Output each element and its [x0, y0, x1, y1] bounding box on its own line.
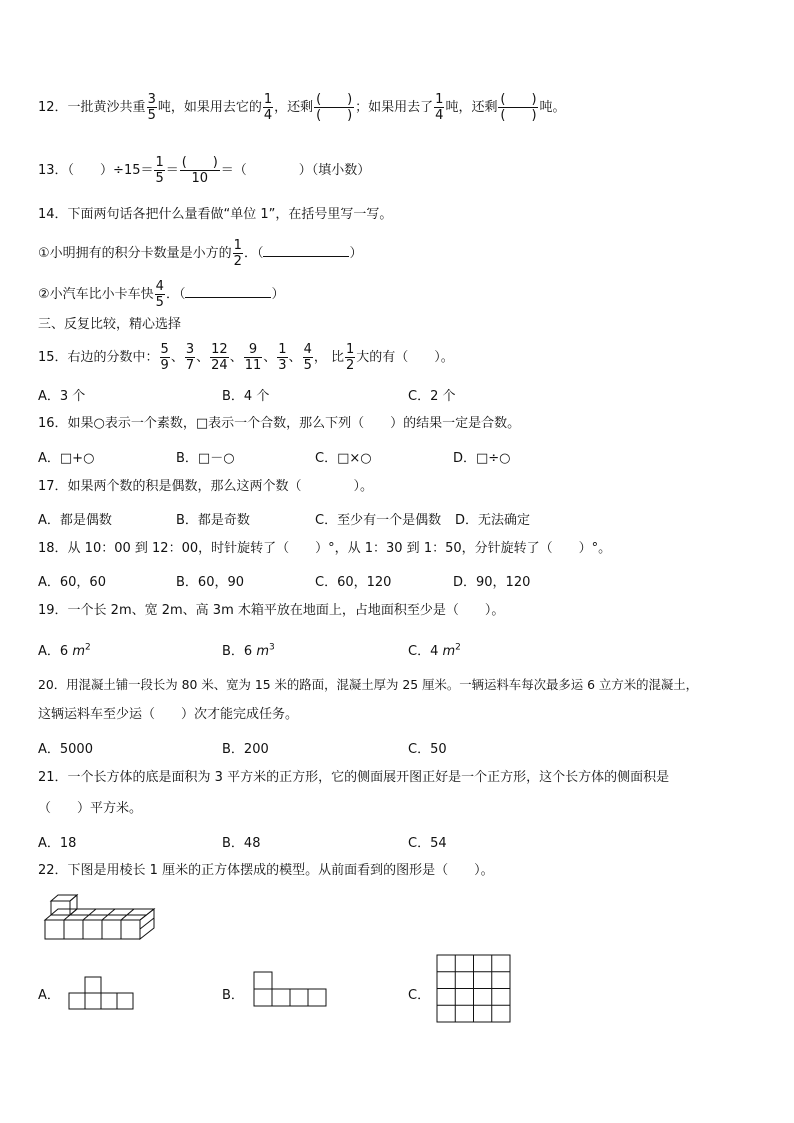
q15-f1-num: 5 — [160, 342, 169, 357]
q14-sentence-1 — [38, 238, 362, 269]
question-18: 18．从 10：00 到 12：00，时针旋转了（ ）°，从 1：30 到 1：50，分针旋转了（ ）°。 — [38, 541, 612, 556]
q17-option-c[interactable]: C．至少有一个是偶数 — [315, 513, 442, 528]
q15-f3-den: 24 — [211, 358, 228, 373]
q13-blank-fraction — [180, 155, 220, 186]
q14-s1-text: ①小明拥有的积分卡数量是小方的 — [38, 246, 232, 261]
q22-option-b-figure — [252, 970, 328, 1008]
q22-option-a[interactable]: A． — [38, 988, 60, 1003]
q16-option-a[interactable]: A．□+○ — [38, 451, 95, 466]
q19-c-exp: 2 — [455, 642, 461, 653]
q13-text-2: ＝（ ）（填小数） — [220, 163, 371, 178]
q12-blank-fraction-1 — [314, 92, 354, 123]
q15-f5-num: 1 — [278, 342, 287, 357]
q12-f1-den: 5 — [147, 108, 156, 123]
q12-fraction-1 — [147, 92, 157, 123]
q15-sep: 、 — [170, 350, 184, 365]
q18-option-c[interactable]: C．60，120 — [315, 575, 392, 590]
q12-number: 12． — [38, 100, 68, 115]
q12-b2-num: ( ) — [500, 92, 537, 107]
q12-blank-fraction-2 — [498, 92, 538, 123]
question-17: 17．如果两个数的积是偶数，那么这两个数（ ）。 — [38, 479, 374, 494]
q15-f2-num: 3 — [185, 342, 195, 357]
q13-f1-den: 5 — [155, 171, 164, 186]
q19-a-unit: m — [72, 644, 85, 659]
q14-s2-paren-close: ） — [271, 287, 285, 302]
question-14: 14．下面两句话各把什么量看做“单位 1”，在括号里写一写。 — [38, 207, 393, 222]
q17-option-a[interactable]: A．都是偶数 — [38, 513, 112, 528]
q12-f2-num: 1 — [263, 92, 273, 107]
q18-option-d[interactable]: D．90，120 — [453, 575, 531, 590]
q14-s1-answer-line[interactable] — [263, 244, 349, 257]
q19-c-unit: m — [442, 644, 456, 659]
q12-f3-num: 1 — [435, 92, 444, 107]
q14-s2-num: 4 — [155, 279, 164, 294]
q15-sep: 、 — [196, 350, 210, 365]
q14-s1-paren-close: ） — [349, 246, 363, 261]
question-20-line-1: 20．用混凝土铺一段长为 80 米、宽为 15 米的路面，混凝土厚为 25 厘米。一辆运料车每次最多运 6 立方米的混凝土， — [38, 677, 699, 692]
q17-option-b[interactable]: B．都是奇数 — [176, 513, 250, 528]
q20-option-a[interactable]: A．5000 — [38, 742, 93, 757]
q12-text-6: 吨。 — [539, 100, 566, 115]
q19-b-exp: 3 — [269, 642, 275, 653]
question-21-line-1: 21．一个长方体的底是面积为 3 平方米的正方形，它的侧面展开图正好是一个正方形，这个长方体的侧面积是 — [38, 770, 670, 785]
q20-option-c[interactable]: C．50 — [408, 742, 447, 757]
q14-s1-den: 2 — [233, 254, 242, 269]
q12-fraction-2 — [263, 92, 273, 123]
q15-fraction-5 — [277, 342, 287, 373]
q14-s2-fraction — [155, 279, 165, 310]
q17-option-d[interactable]: D．无法确定 — [455, 513, 531, 528]
q21-option-a[interactable]: A．18 — [38, 836, 77, 851]
q15-text-1: 15．右边的分数中： — [38, 350, 159, 365]
question-21-line-2: （ ）平方米。 — [38, 801, 143, 816]
q15-sep: 、 — [288, 350, 302, 365]
q16-option-d[interactable]: D．□÷○ — [453, 451, 511, 466]
q19-option-a[interactable] — [38, 640, 91, 659]
q15-fraction-1 — [160, 342, 170, 373]
q15-f4-num: 9 — [248, 342, 258, 357]
q13-b-num: ( ) — [181, 155, 218, 170]
q19-c-label: C．4 — [408, 644, 439, 659]
question-22: 22．下图是用棱长 1 厘米的正方体摆成的模型。从前面看到的图形是（ ）。 — [38, 863, 494, 878]
q12-text-3: ，还剩 — [274, 100, 314, 115]
q13-f1-num: 1 — [155, 155, 164, 170]
q15-option-c[interactable]: C．2 个 — [408, 389, 456, 404]
q13-b-den: 10 — [180, 170, 220, 186]
q15-f6-den: 5 — [303, 358, 312, 373]
q12-text-4: ；如果用去了 — [355, 100, 434, 115]
q15-fraction-4 — [244, 342, 263, 373]
q15-fraction-3 — [210, 342, 229, 373]
q12-text-2: 吨，如果用去它的 — [157, 100, 262, 115]
q14-sentence-2 — [38, 279, 284, 310]
q12-text-1: 一批黄沙共重 — [67, 100, 146, 115]
q22-option-a-figure — [68, 975, 134, 1011]
q15-sep: 、 — [229, 350, 243, 365]
question-20-line-2: 这辆运料车至少运（ ）次才能完成任务。 — [38, 707, 299, 722]
q19-a-exp: 2 — [84, 642, 91, 653]
question-15 — [38, 342, 454, 373]
question-19: 19．一个长 2m、宽 2m、高 3m 木箱平放在地面上，占地面积至少是（ ）。 — [38, 603, 505, 618]
q15-option-b[interactable]: B．4 个 — [222, 389, 270, 404]
question-12 — [38, 92, 565, 123]
q13-text-1: （ ）÷15＝ — [67, 163, 154, 178]
q14-s1-num: 1 — [233, 238, 242, 253]
q15-f5-den: 3 — [278, 358, 287, 373]
cube-model-figure — [40, 893, 160, 943]
q15-fraction-2 — [185, 342, 195, 373]
q12-f1-num: 3 — [147, 92, 156, 107]
q12-b1-num: ( ) — [316, 92, 353, 107]
q12-b2-den: ( ) — [500, 108, 537, 123]
question-16: 16．如果○表示一个素数，□表示一个合数，那么下列（ ）的结果一定是合数。 — [38, 416, 521, 431]
q15-sep: 、 — [263, 350, 277, 365]
q15-text-3: 大的有（ ）。 — [356, 350, 454, 365]
q13-fraction-1 — [154, 155, 164, 186]
q12-b1-den: ( ) — [316, 108, 353, 123]
q15-f4-den: 11 — [244, 358, 262, 373]
q15-c-den: 2 — [345, 358, 355, 373]
q12-f2-den: 4 — [263, 108, 273, 123]
q19-b-label: B．6 — [222, 644, 253, 659]
q22-option-c[interactable]: C． — [408, 988, 431, 1003]
q22-option-c-figure — [436, 954, 512, 1024]
q18-option-a[interactable]: A．60，60 — [38, 575, 106, 590]
section-3-heading: 三、反复比较，精心选择 — [38, 317, 182, 332]
q16-option-c[interactable]: C．□×○ — [315, 451, 372, 466]
q19-b-unit: m — [256, 644, 270, 659]
q19-option-b[interactable] — [222, 640, 275, 659]
q20-option-b[interactable]: B．200 — [222, 742, 269, 757]
q13-equals: ＝ — [165, 163, 179, 178]
q12-fraction-3 — [434, 92, 444, 123]
q12-f3-den: 4 — [435, 108, 444, 123]
q13-number: 13． — [38, 163, 68, 178]
q12-text-5: 吨，还剩 — [445, 100, 498, 115]
q14-s2-text: ②小汽车比小卡车快 — [38, 287, 154, 302]
q15-f6-num: 4 — [303, 342, 312, 357]
q21-option-b[interactable]: B．48 — [222, 836, 261, 851]
q15-f2-den: 7 — [185, 358, 195, 373]
q14-s2-den: 5 — [155, 295, 164, 310]
q14-s2-answer-line[interactable] — [185, 285, 271, 298]
q22-option-b[interactable]: B． — [222, 988, 244, 1003]
question-13 — [38, 155, 370, 186]
q14-s2-paren-open: ．（ — [165, 287, 186, 302]
q19-a-label: A．6 — [38, 644, 69, 659]
q16-option-b[interactable]: B．□－○ — [176, 451, 235, 466]
q14-s1-paren-open: ．（ — [243, 246, 264, 261]
q15-option-a[interactable]: A．3 个 — [38, 389, 86, 404]
q15-f1-den: 9 — [160, 358, 169, 373]
q14-s1-fraction — [233, 238, 243, 269]
q21-option-c[interactable]: C．54 — [408, 836, 447, 851]
q18-option-b[interactable]: B．60，90 — [176, 575, 245, 590]
q15-fraction-6 — [303, 342, 313, 373]
q19-option-c[interactable] — [408, 640, 461, 659]
q15-c-num: 1 — [345, 342, 355, 357]
q15-f3-num: 12 — [211, 342, 228, 357]
q15-compare-fraction — [345, 342, 355, 373]
q15-text-2: ， 比 — [313, 350, 344, 365]
